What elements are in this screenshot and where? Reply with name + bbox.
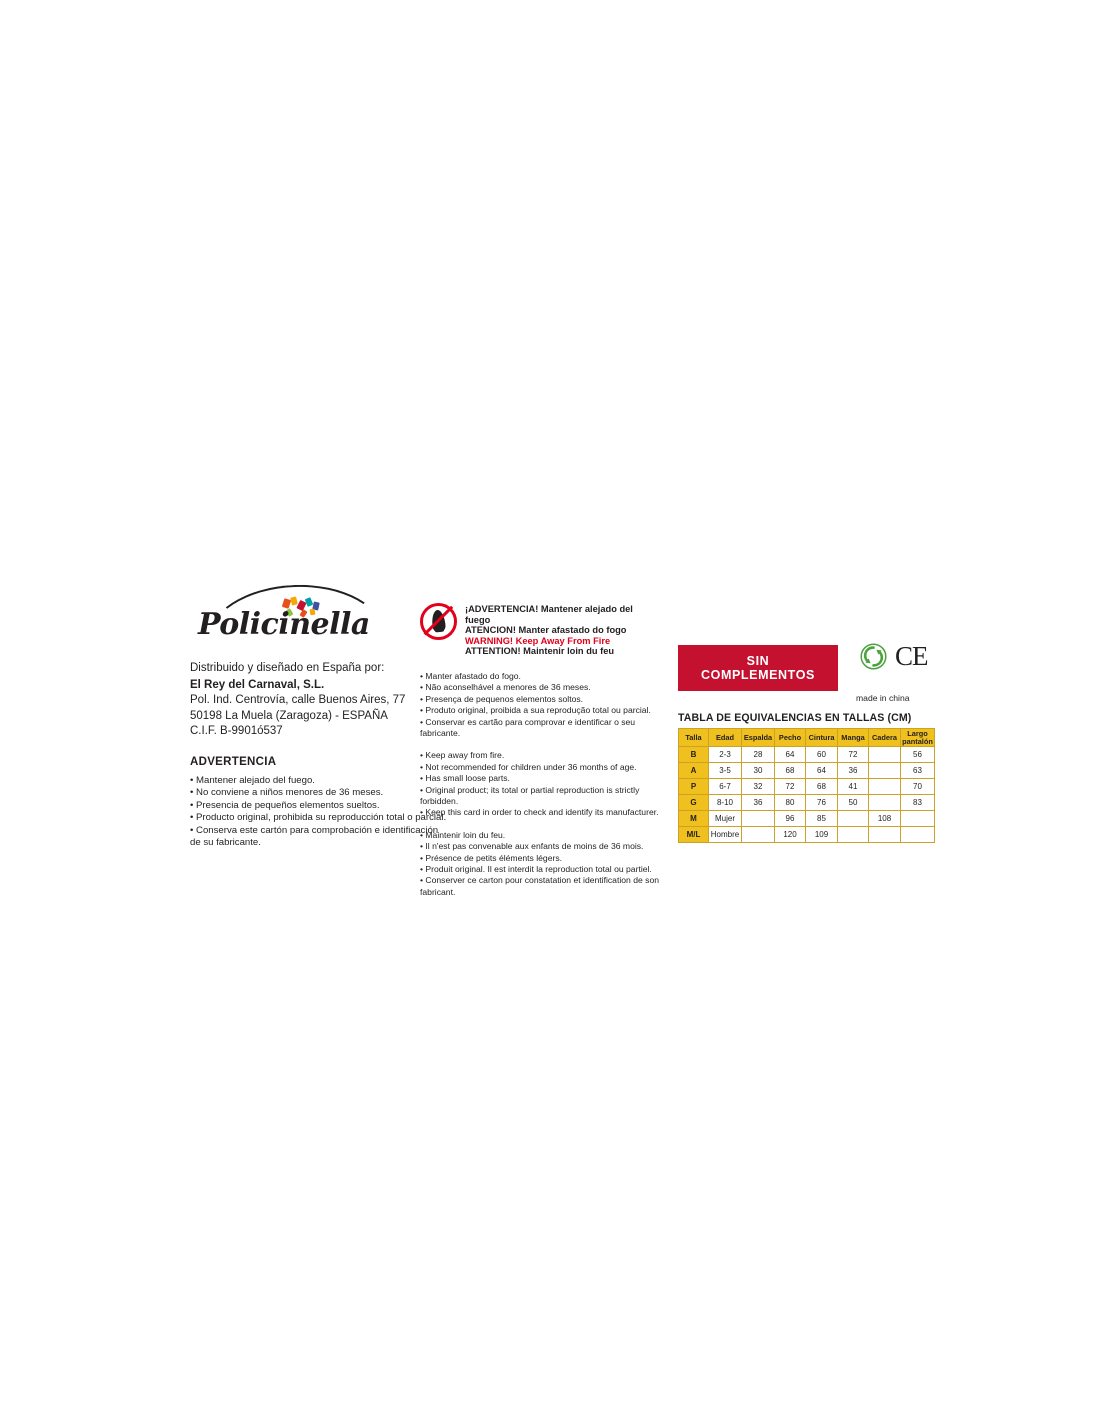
distributed-by-label: Distribuido y diseñado en España por: [190, 662, 385, 674]
cell-edad: Mujer [709, 811, 742, 827]
cell-cadera [869, 779, 901, 795]
warning-line-en: WARNING! Keep Away From Fire [465, 635, 611, 646]
cell-edad: 6-7 [709, 779, 742, 795]
warning-header [420, 603, 660, 657]
bullet-item: • Conserva este cartón para comprobación e identificación [190, 824, 439, 836]
table-row [679, 811, 935, 827]
bullet-item: • Keep this card in order to check and identify its manufacturer. [420, 807, 659, 818]
warning-line-fr: ATTENTION! Maintenir loin du feu [465, 646, 615, 657]
bullet-item: • Il n'est pas convenable aux enfants de moins de 36 mois. [420, 841, 644, 852]
bullet-item: • Maintenir loin du feu. [420, 829, 506, 840]
cell-cadera [869, 763, 901, 779]
col-header-pecho: Pecho [775, 729, 806, 747]
bullet-item: • Présence de petits éléments légers. [420, 852, 563, 863]
cell-espalda [742, 827, 775, 843]
cell-talla: P [679, 779, 709, 795]
brand-logo [198, 585, 398, 655]
distributor-address [190, 661, 430, 740]
table-row [679, 795, 935, 811]
size-table-title: TABLA DE EQUIVALENCIAS EN TALLAS (CM) [678, 712, 912, 724]
cell-espalda: 30 [742, 763, 775, 779]
cell-manga [838, 811, 869, 827]
cell-manga: 41 [838, 779, 869, 795]
address-line-2: 50198 La Muela (Zaragoza) - ESPAÑA [190, 709, 388, 722]
cell-largo [901, 811, 935, 827]
bullet-item: • Keep away from fire. [420, 750, 505, 761]
cell-manga: 36 [838, 763, 869, 779]
cell-largo: 70 [901, 779, 935, 795]
cell-edad: Hombre [709, 827, 742, 843]
cell-edad: 3-5 [709, 763, 742, 779]
bullets-pt [420, 671, 660, 739]
middle-column [420, 603, 660, 898]
ce-mark-icon: CE [895, 641, 928, 671]
no-fire-icon [420, 603, 457, 640]
cell-cintura: 64 [806, 763, 838, 779]
address-line-1: Pol. Ind. Centrovía, calle Buenos Aires, 77 [190, 694, 406, 706]
cell-pecho: 68 [775, 763, 806, 779]
made-in-china-label: made in china [856, 693, 910, 703]
cell-manga [838, 827, 869, 843]
cell-edad: 2-3 [709, 747, 742, 763]
col-header-cadera: Cadera [869, 729, 901, 747]
table-header-row [679, 729, 935, 747]
company-name: El Rey del Carnaval, S.L. [190, 678, 325, 691]
bullet-item: • Produto original, proibida a sua reprodução total ou parcial. [420, 705, 651, 716]
cell-manga: 50 [838, 795, 869, 811]
cell-talla: G [679, 795, 709, 811]
cell-cintura: 109 [806, 827, 838, 843]
bullet-item: • No conviene a niños menores de 36 meses. [190, 787, 384, 799]
cell-cadera: 108 [869, 811, 901, 827]
warning-headlines [465, 603, 660, 657]
warning-line-pt: ATENCION! Manter afastado do fogo [465, 625, 627, 636]
table-row [679, 779, 935, 795]
cell-talla: B [679, 747, 709, 763]
cell-cintura: 76 [806, 795, 838, 811]
cell-talla: M/L [679, 827, 709, 843]
bullet-item: • Mantener alejado del fuego. [190, 774, 315, 786]
company-cif: C.I.F. B-9901ó537 [190, 725, 283, 737]
left-column [190, 585, 447, 850]
badges-row [678, 641, 948, 691]
cell-largo: 56 [901, 747, 935, 763]
bullet-item: • Não aconselhável a menores de 36 meses. [420, 682, 591, 693]
size-equivalence-table [678, 728, 935, 843]
compliance-marks [860, 643, 928, 670]
warning-line-es: ¡ADVERTENCIA! Mantener alejado del fuego [465, 604, 633, 625]
cell-edad: 8-10 [709, 795, 742, 811]
right-column [678, 641, 948, 843]
brand-name: Policinella [198, 607, 370, 642]
table-row [679, 763, 935, 779]
bullet-item: • Not recommended for children under 36 months of age. [420, 761, 637, 772]
advertencia-heading: ADVERTENCIA [190, 755, 277, 768]
cell-cintura: 85 [806, 811, 838, 827]
cell-cintura: 60 [806, 747, 838, 763]
bullet-item: • Has small loose parts. [420, 773, 510, 784]
cell-espalda: 32 [742, 779, 775, 795]
bullet-item: • Producto original, prohibida su reproducción total o parcial. [190, 812, 447, 824]
cell-cadera [869, 795, 901, 811]
cell-espalda: 28 [742, 747, 775, 763]
cell-cadera [869, 827, 901, 843]
bullet-item: • Original product; its total or partial reproduction is strictly forbidden. [420, 784, 640, 807]
cell-cintura: 68 [806, 779, 838, 795]
cell-pecho: 72 [775, 779, 806, 795]
bullets-fr [420, 830, 660, 898]
green-dot-recycling-icon [860, 643, 887, 670]
bullet-item: de su fabricante. [190, 837, 261, 849]
advertencia-bullets-es [190, 774, 447, 851]
cell-manga: 72 [838, 747, 869, 763]
col-header-talla: Talla [679, 729, 709, 747]
multilingual-bullets [420, 671, 660, 898]
col-header-cintura: Cintura [806, 729, 838, 747]
bullet-item: • Produit original. Il est interdit la reproduction total ou partiel. [420, 864, 652, 875]
bullet-item: • Conservar es cartão para comprovar e identificar o seu fabricante. [420, 716, 636, 738]
cell-talla: A [679, 763, 709, 779]
cell-largo: 63 [901, 763, 935, 779]
bullet-item: • Manter afastado do fogo. [420, 670, 521, 681]
cell-pecho: 120 [775, 827, 806, 843]
col-header-espalda: Espalda [742, 729, 775, 747]
sin-complementos-badge: SIN COMPLEMENTOS [678, 645, 838, 691]
cell-espalda [742, 811, 775, 827]
bullet-item: fabricant. [420, 886, 456, 897]
cell-largo: 83 [901, 795, 935, 811]
bullet-item: • Presença de pequenos elementos soltos. [420, 693, 584, 704]
cell-largo [901, 827, 935, 843]
bullet-item: • Presencia de pequeños elementos sueltos. [190, 799, 380, 811]
col-header-edad: Edad [709, 729, 742, 747]
col-header-manga: Manga [838, 729, 869, 747]
cell-cadera [869, 747, 901, 763]
cell-talla: M [679, 811, 709, 827]
bullet-item: • Conserver ce carton pour constatation et identification de son [420, 875, 659, 886]
cell-pecho: 96 [775, 811, 806, 827]
table-row [679, 747, 935, 763]
table-row [679, 827, 935, 843]
cell-pecho: 80 [775, 795, 806, 811]
cell-pecho: 64 [775, 747, 806, 763]
col-header-largo-pantalon: Largo pantalón [902, 728, 933, 746]
cell-espalda: 36 [742, 795, 775, 811]
bullets-en [420, 750, 660, 818]
